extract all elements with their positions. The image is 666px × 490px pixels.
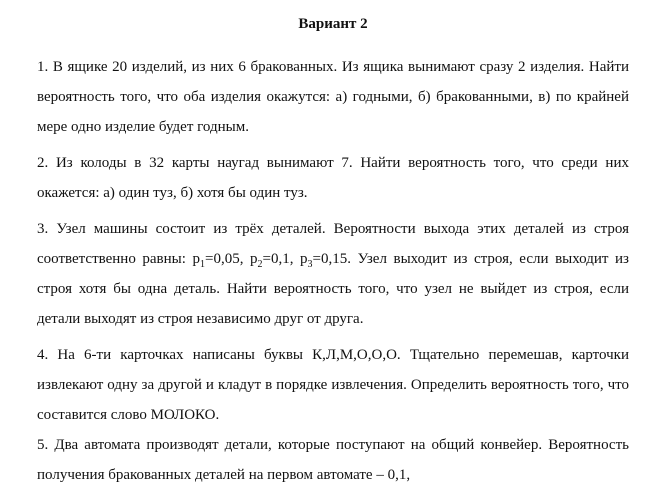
document-title: Вариант 2	[298, 16, 368, 32]
problem-3-text-mid-1: =0,05, p	[204, 251, 258, 267]
problem-1: 1. В ящике 20 изделий, из них 6 бракованных. Из ящика вынимают сразу 2 изделия. Найти вероятность того, что оба изделия окажутся: а) годными, б) бракованными, в) по крайней мере одно изделие будет годным.	[37, 59, 629, 135]
problem-5: 5. Два автомата производят детали, которые поступают на общий конвейер. Вероятность получения бракованных деталей на первом автомате – 0,1,	[37, 437, 629, 483]
problem-3	[37, 214, 629, 334]
problem-2: 2. Из колоды в 32 карты наугад вынимают 7. Найти вероятность того, что среди них окажется: а) один туз, б) хотя бы один туз.	[37, 155, 629, 201]
probability-subscript-3: 3	[307, 259, 313, 270]
problem-3-text-before: 3. Узел машины состоит из трёх деталей. Вероятности выхода этих деталей из строя соответственно равны: p	[37, 221, 629, 267]
problem-3-text-after: =0,15. Узел выходит из строя, если выходит из строя хотя бы одна деталь. Найти вероятность того, что узел не выйдет из строя, если детали выходят из строя независимо друг от друга.	[37, 251, 629, 327]
problem-3-text-mid-2: =0,1, p	[262, 251, 308, 267]
probability-subscript-1: 1	[199, 259, 205, 270]
problem-4: 4. На 6-ти карточках написаны буквы К,Л,М,О,О,О. Тщательно перемешав, карточки извлекают одну за другой и кладут в порядке извлечения. Определить вероятность того, что составится слово МОЛОКО.	[37, 347, 629, 423]
probability-subscript-2: 2	[257, 259, 263, 270]
